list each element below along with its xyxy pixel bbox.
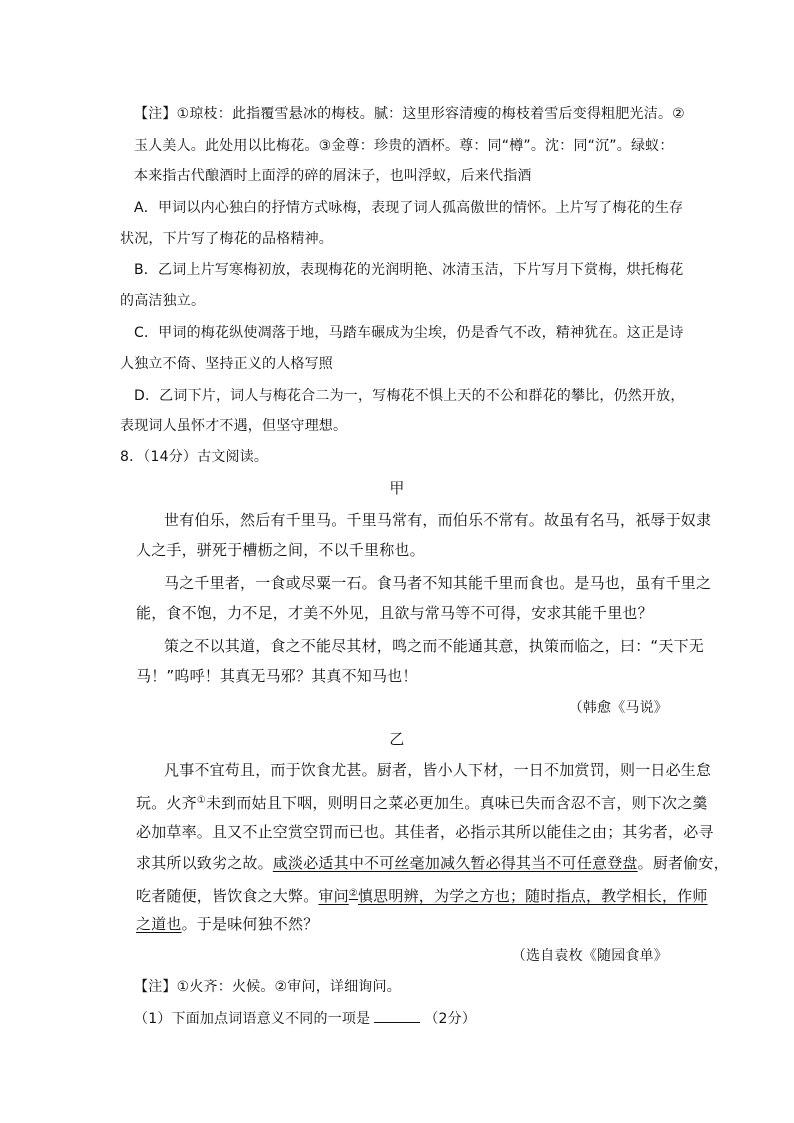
- yi-line6-text-b: 。于是味何独不然？: [181, 915, 319, 933]
- footnote-marker-1: ①: [196, 795, 206, 806]
- yi-line5-text-a: 吃者随便，皆饮食之大弊。: [136, 887, 319, 905]
- option-b-line2: 的高洁独立。: [120, 293, 206, 309]
- jia-p1-line1: 世有伯乐，然后有千里马。千里马常有，而伯乐不常有。故虽有名马，祇辱于奴隶: [164, 511, 712, 529]
- yi-line2-text-b: 未到而姑且下咽，则明日之菜必更加生。真味已失而含忍不言，则下次之羹: [205, 794, 708, 812]
- option-d-line1: D．乙词下片，词人与梅花合二为一，写梅花不惧上天的不公和群花的攀比，仍然开放，: [134, 388, 685, 404]
- note2: 【注】①火齐：火候。②审问，详细询问。: [134, 979, 401, 995]
- jia-p1-line2: 人之手，骈死于槽枥之间，不以千里称也。: [136, 541, 425, 559]
- yi-line6: [136, 914, 318, 934]
- passage-yi-title: 乙: [389, 730, 405, 748]
- yi-line4-text-b: 。厨者偷安，: [637, 854, 729, 872]
- note1-line1: 【注】①琼枝：此指覆雪悬冰的梅枝。腻：这里形容清瘦的梅枝着雪后变得粗肥光洁。②: [134, 106, 685, 122]
- option-c-line1: C．甲词的梅花纵使凋落于地，马踏车碾成为尘埃，仍是香气不改，精神犹在。这正是诗: [134, 325, 684, 341]
- underlined-sentence-2b: 慎思明辨，为学之方也；随时指点，教学相长，作师: [357, 887, 708, 905]
- option-a-line2: 状况，下片写了梅花的品格精神。: [120, 231, 333, 247]
- option-b-line1: B．乙词上片写寒梅初放，表现梅花的光润明艳、冰清玉洁，下片写月下赏梅，烘托梅花: [134, 262, 684, 278]
- underlined-sentence-2c: 之道也: [136, 915, 182, 933]
- option-c-line2: 人独立不倚、坚持正义的人格写照: [120, 356, 333, 372]
- yi-line1: 凡事不宜苟且，而于饮食尤甚。厨者，皆小人下材，一日不加赏罚，则一日必生怠: [164, 761, 712, 779]
- yi-line4-text-a: 求其所以致劣之故。: [136, 854, 273, 872]
- option-d-line2: 表现词人虽怀才不遇，但坚守理想。: [120, 418, 348, 434]
- option-a-line1: A．甲词以内心独白的抒情方式咏梅，表现了词人孤高傲世的情怀。上片写了梅花的生存: [134, 200, 684, 216]
- question-8-heading: 8．（14分）古文阅读。: [120, 449, 269, 465]
- underlined-sentence-2a: 审问: [318, 887, 349, 905]
- yi-line2-text-a: 玩。火齐: [136, 794, 197, 812]
- note1-line3: 本来指古代酿酒时上面浮的碎的屑沫子，也叫浮蚁，后来代指酒: [134, 168, 532, 184]
- yi-source: （选自袁枚《随园食单》: [511, 948, 668, 964]
- jia-p3-line2: 马！”呜呼！其真无马邪？其真不知马也！: [136, 667, 418, 685]
- note1-line2: 玉人美人。此处用以比梅花。③金尊：珍贵的酒杯。尊：同“樽”。沈：同“沉”。绿蚁：: [134, 138, 674, 154]
- passage-jia-title: 甲: [389, 479, 405, 497]
- yi-line4: [136, 853, 729, 873]
- yi-line3: 必加草率。且又不止空赏空罚而已也。其佳者，必指示其所以能佳之由；其劣者，必寻: [136, 823, 714, 841]
- footnote-marker-2: ②: [348, 888, 358, 899]
- sub-question-1-text: （1）下面加点词语意义不同的一项是: [134, 1011, 371, 1027]
- sub-question-1-points: （2分）: [424, 1011, 477, 1027]
- jia-p2-line1: 马之千里者，一食或尽粟一石。食马者不知其能千里而食也。是马也，虽有千里之: [164, 574, 712, 592]
- answer-blank[interactable]: [374, 1008, 420, 1023]
- jia-p2-line2: 能，食不饱，力不足，才美不外见，且欲与常马等不可得，安求其能千里也？: [136, 604, 653, 622]
- yi-line2: [136, 791, 708, 813]
- sub-question-1: [134, 1008, 476, 1029]
- underlined-sentence-1: 咸淡必适其中不可丝毫加减久暂必得其当不可任意登盘: [272, 854, 638, 872]
- jia-source: （韩愈《马说》: [568, 700, 668, 716]
- yi-line5: [136, 884, 708, 906]
- jia-p3-line1: 策之不以其道，食之不能尽其材，鸣之而不能通其意，执策而临之，曰：“天下无: [164, 637, 704, 655]
